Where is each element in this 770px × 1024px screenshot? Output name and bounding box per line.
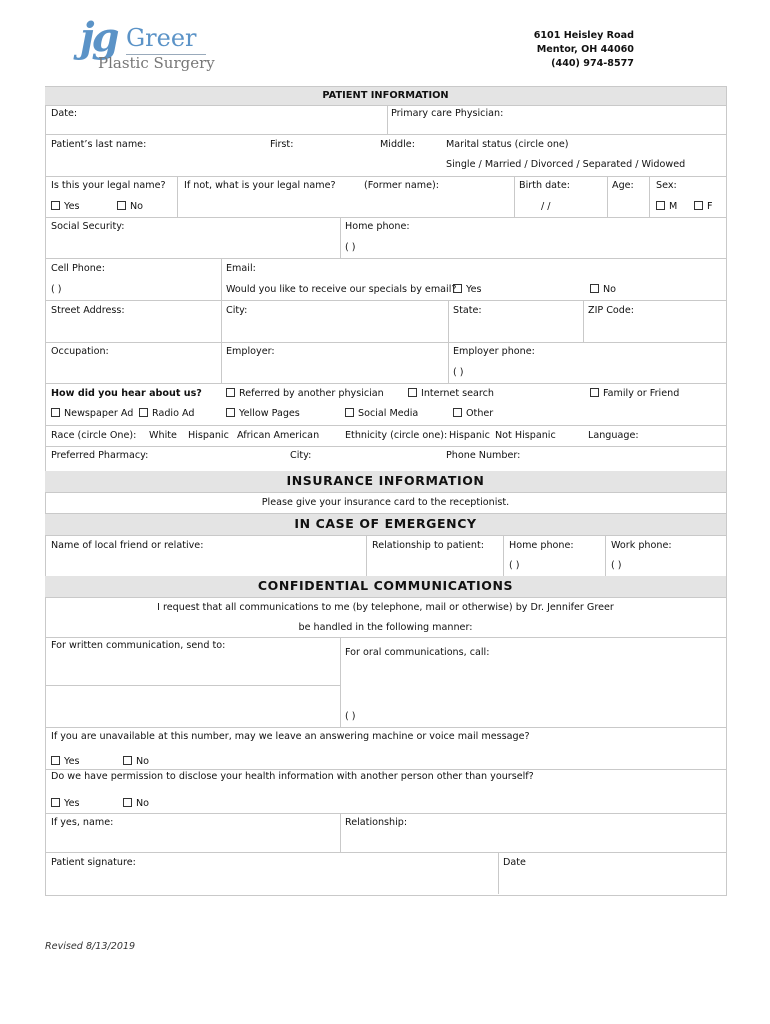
last-name-label: Patient’s last name: <box>51 139 147 150</box>
sex-label: Sex: <box>656 180 677 191</box>
yellow-pages-option[interactable]: Yellow Pages <box>226 408 300 420</box>
checkbox-icon[interactable] <box>117 201 126 210</box>
signature-label: Patient signature: <box>51 857 136 868</box>
ethnicity-label: Ethnicity (circle one): <box>345 430 448 441</box>
logo <box>80 14 220 76</box>
ethnicity-hispanic[interactable]: Hispanic <box>449 430 490 441</box>
heard-question: How did you hear about us? <box>51 388 202 399</box>
permission-question: Do we have permission to disclose your health information with another person other than yourself? <box>51 771 534 782</box>
cell-phone-label: Cell Phone: <box>51 263 105 274</box>
pharmacy-phone-label: Phone Number: <box>446 450 521 461</box>
permission-yes-option[interactable]: Yes <box>51 798 80 810</box>
confidential-request-line1: I request that all communications to me (by telephone, mail or otherwise) by Dr. Jennifer Greer <box>157 602 614 613</box>
race-african-american[interactable]: African American <box>237 430 320 441</box>
patient-info-title: PATIENT INFORMATION <box>322 90 449 101</box>
oral-communication-label: For oral communications, call: <box>345 647 490 658</box>
logo-mark: jg <box>80 14 117 61</box>
checkbox-icon[interactable] <box>694 201 703 210</box>
confidential-request-line2: be handled in the following manner: <box>298 622 473 633</box>
pharmacy-city-label: City: <box>290 450 312 461</box>
checkbox-icon[interactable] <box>590 284 599 293</box>
checkbox-icon[interactable] <box>123 798 132 807</box>
cell-phone-paren: ( ) <box>51 284 62 295</box>
written-communication-label: For written communication, send to: <box>51 640 226 651</box>
checkbox-icon[interactable] <box>226 388 235 397</box>
emergency-home-phone-paren: ( ) <box>509 560 520 571</box>
checkbox-icon[interactable] <box>51 798 60 807</box>
insurance-note: Please give your insurance card to the receptionist. <box>261 497 510 508</box>
employer-phone-paren: ( ) <box>453 367 464 378</box>
confidential-title: CONFIDENTIAL COMMUNICATIONS <box>257 578 514 593</box>
street-label: Street Address: <box>51 305 125 316</box>
legal-name-if-not-label: If not, what is your legal name? <box>184 180 336 191</box>
emergency-relationship-label: Relationship to patient: <box>372 540 484 551</box>
ethnicity-not-hispanic[interactable]: Not Hispanic <box>495 430 556 441</box>
state-label: State: <box>453 305 482 316</box>
voicemail-question: If you are unavailable at this number, may we leave an answering machine or voice mail message? <box>51 731 530 742</box>
checkbox-icon[interactable] <box>51 756 60 765</box>
signature-date-label: Date <box>503 857 526 868</box>
age-label: Age: <box>612 180 634 191</box>
marital-status-label: Marital status (circle one) <box>446 139 569 150</box>
permission-relationship-label: Relationship: <box>345 817 408 828</box>
checkbox-icon[interactable] <box>656 201 665 210</box>
birth-date-slashes: / / <box>541 201 551 212</box>
checkbox-icon[interactable] <box>123 756 132 765</box>
emergency-work-phone-paren: ( ) <box>611 560 622 571</box>
home-phone-label: Home phone: <box>345 221 410 232</box>
emergency-title: IN CASE OF EMERGENCY <box>294 516 477 531</box>
address-line2: Mentor, OH 44060 <box>536 44 634 55</box>
if-yes-name-label: If yes, name: <box>51 817 114 828</box>
social-media-option[interactable]: Social Media <box>345 408 418 420</box>
checkbox-icon[interactable] <box>453 284 462 293</box>
internet-option[interactable]: Internet search <box>408 388 494 400</box>
middle-name-label: Middle: <box>380 139 415 150</box>
specials-no-option[interactable]: No <box>590 284 616 296</box>
insurance-title: INSURANCE INFORMATION <box>286 473 485 488</box>
voicemail-no-option[interactable]: No <box>123 756 149 768</box>
checkbox-icon[interactable] <box>590 388 599 397</box>
logo-subtitle: Plastic Surgery <box>98 54 215 72</box>
specials-question: Would you like to receive our specials by email? <box>226 284 457 295</box>
radio-option[interactable]: Radio Ad <box>139 408 195 420</box>
newspaper-option[interactable]: Newspaper Ad <box>51 408 133 420</box>
legal-yes-option[interactable]: Yes <box>51 201 80 213</box>
primary-care-label: Primary care Physician: <box>391 108 504 119</box>
sex-f-option[interactable]: F <box>694 201 713 213</box>
voicemail-yes-option[interactable]: Yes <box>51 756 80 768</box>
employer-phone-label: Employer phone: <box>453 346 535 357</box>
address-phone: (440) 974-8577 <box>551 58 634 69</box>
oral-phone-paren: ( ) <box>345 711 356 722</box>
marital-options[interactable]: Single / Married / Divorced / Separated / Widowed <box>446 159 686 170</box>
legal-name-question: Is this your legal name? <box>51 180 166 191</box>
referred-option[interactable]: Referred by another physician <box>226 388 384 400</box>
race-hispanic[interactable]: Hispanic <box>188 430 229 441</box>
logo-name: Greer <box>126 24 197 52</box>
email-label: Email: <box>226 263 256 274</box>
birth-date-label: Birth date: <box>519 180 570 191</box>
first-name-label: First: <box>270 139 294 150</box>
emergency-home-phone-label: Home phone: <box>509 540 574 551</box>
emergency-work-phone-label: Work phone: <box>611 540 672 551</box>
revised-date: Revised 8/13/2019 <box>45 941 136 952</box>
race-label: Race (circle One): <box>51 430 137 441</box>
address-line1: 6101 Heisley Road <box>533 30 634 41</box>
other-option[interactable]: Other <box>453 408 493 420</box>
race-white[interactable]: White <box>149 430 177 441</box>
occupation-label: Occupation: <box>51 346 109 357</box>
city-label: City: <box>226 305 248 316</box>
sex-m-option[interactable]: M <box>656 201 677 213</box>
date-label: Date: <box>51 108 78 119</box>
checkbox-icon[interactable] <box>345 408 354 417</box>
permission-no-option[interactable]: No <box>123 798 149 810</box>
employer-label: Employer: <box>226 346 275 357</box>
legal-no-option[interactable]: No <box>117 201 143 213</box>
home-phone-paren: ( ) <box>345 242 356 253</box>
checkbox-icon[interactable] <box>408 388 417 397</box>
zip-label: ZIP Code: <box>588 305 635 316</box>
checkbox-icon[interactable] <box>139 408 148 417</box>
emergency-name-label: Name of local friend or relative: <box>51 540 204 551</box>
family-option[interactable]: Family or Friend <box>590 388 679 400</box>
checkbox-icon[interactable] <box>51 408 60 417</box>
checkbox-icon[interactable] <box>226 408 235 417</box>
checkbox-icon[interactable] <box>453 408 462 417</box>
ssn-label: Social Security: <box>51 221 125 232</box>
former-name-label: (Former name): <box>364 180 439 191</box>
pharmacy-label: Preferred Pharmacy: <box>51 450 149 461</box>
language-label: Language: <box>588 430 639 441</box>
specials-yes-option[interactable]: Yes <box>453 284 482 296</box>
checkbox-icon[interactable] <box>51 201 60 210</box>
